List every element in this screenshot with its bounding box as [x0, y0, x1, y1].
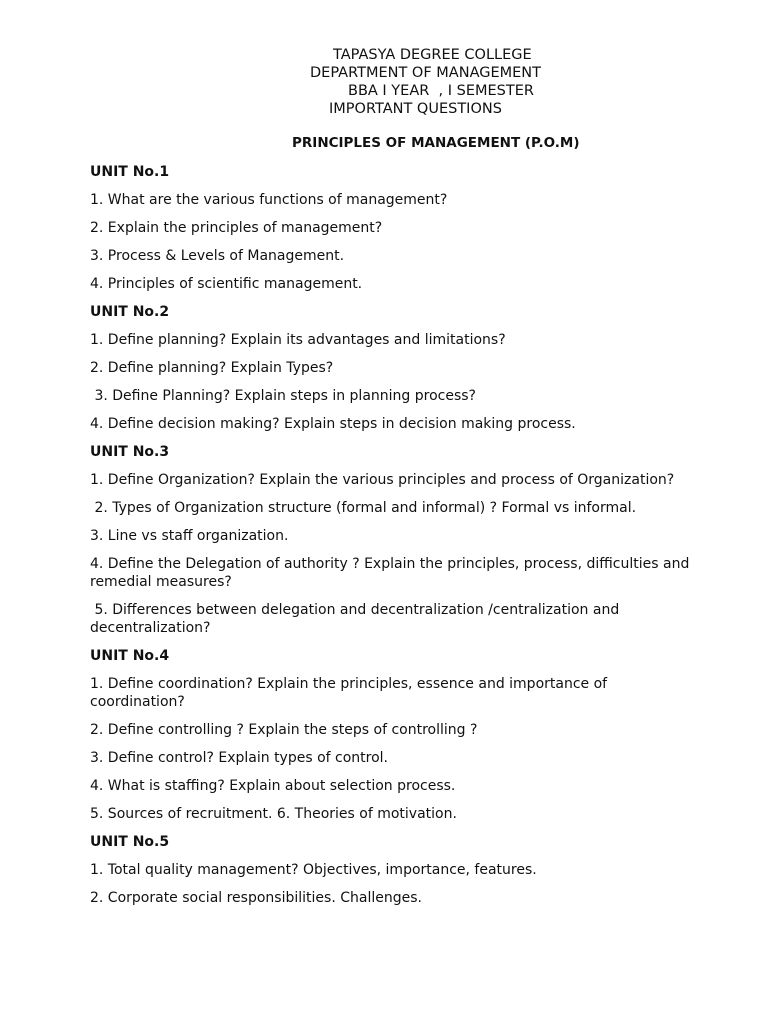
question-item: 1. Total quality management? Objectives, importance, features. [90, 862, 537, 878]
question-item: 4. Define decision making? Explain steps in decision making process. [90, 416, 576, 432]
question-item: 2. Corporate social responsibilities. Challenges. [90, 890, 422, 906]
question-item: 1. Define coordination? Explain the principles, essence and importance of coordination? [90, 676, 612, 710]
unit-section [90, 163, 690, 293]
question-item: 4. Principles of scientific management. [90, 276, 363, 292]
unit-heading: UNIT No.1 [90, 164, 170, 180]
question-item: 2. Define controlling ? Explain the steps of controlling ? [90, 722, 478, 738]
unit-heading: UNIT No.3 [90, 444, 170, 460]
question-item: 3. Process & Levels of Management. [90, 248, 345, 264]
document-type: IMPORTANT QUESTIONS [329, 101, 502, 117]
year-semester: BBA I YEAR , I SEMESTER [348, 83, 534, 99]
question-item: 2. Types of Organization structure (formal and informal) ? Formal vs informal. [90, 500, 637, 516]
question-list [90, 163, 694, 917]
question-item: 1. Define planning? Explain its advantages and limitations? [90, 332, 506, 348]
department-name: DEPARTMENT OF MANAGEMENT [310, 65, 542, 81]
question-item: 5. Differences between delegation and decentralization /centralization and decentralization? [90, 602, 624, 636]
question-item: 4. Define the Delegation of authority ? Explain the principles, process, difficulties and remedial measures? [90, 556, 694, 590]
question-item: 2. Define planning? Explain Types? [90, 360, 334, 376]
question-item: 4. What is staffing? Explain about selection process. [90, 778, 456, 794]
question-item: 1. Define Organization? Explain the various principles and process of Organization? [90, 472, 675, 488]
question-item: 5. Sources of recruitment. 6. Theories of motivation. [90, 806, 457, 822]
question-item: 3. Define Planning? Explain steps in planning process? [90, 388, 476, 404]
unit-section [90, 443, 694, 637]
unit-heading: UNIT No.2 [90, 304, 170, 320]
question-item: 3. Define control? Explain types of control. [90, 750, 389, 766]
subject-title: PRINCIPLES OF MANAGEMENT (P.O.M) [292, 135, 580, 151]
unit-section [90, 647, 690, 823]
question-item: 3. Line vs staff organization. [90, 528, 289, 544]
unit-heading: UNIT No.4 [90, 648, 170, 664]
unit-section [90, 833, 690, 907]
question-item: 1. What are the various functions of management? [90, 192, 448, 208]
unit-section [90, 303, 690, 433]
question-item: 2. Explain the principles of management? [90, 220, 383, 236]
college-name: TAPASYA DEGREE COLLEGE [333, 47, 532, 63]
unit-heading: UNIT No.5 [90, 834, 170, 850]
